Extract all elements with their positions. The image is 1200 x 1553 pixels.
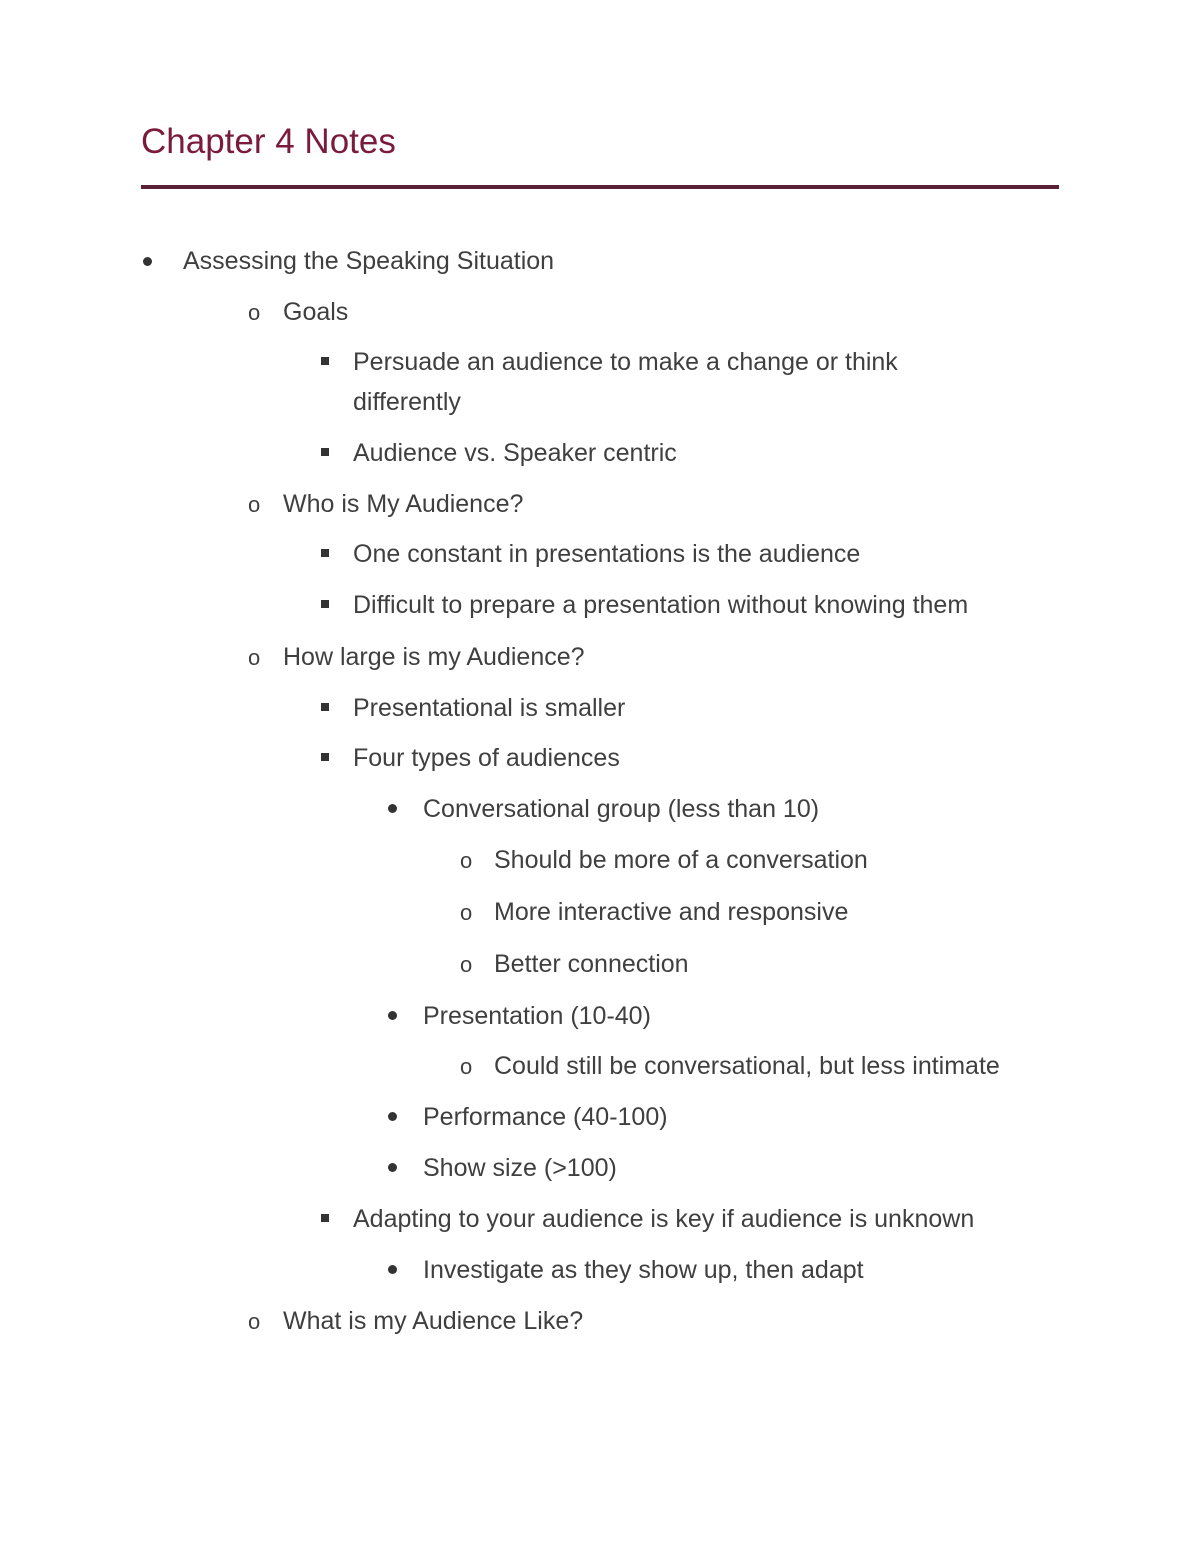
outline-item-investigate: Investigate as they show up, then adapt bbox=[423, 1256, 864, 1284]
bullet-disc-icon bbox=[143, 257, 152, 266]
outline-item-four-types: Four types of audiences bbox=[353, 744, 620, 772]
bullet-circle-icon: o bbox=[460, 900, 473, 925]
outline-item-persuade-cont: differently bbox=[353, 388, 461, 416]
bullet-disc-icon bbox=[388, 804, 397, 813]
outline-item-persuade: Persuade an audience to make a change or think bbox=[353, 348, 898, 376]
bullet-circle-icon: o bbox=[460, 952, 473, 977]
bullet-circle-icon: o bbox=[248, 492, 261, 517]
bullet-square-icon bbox=[321, 448, 329, 456]
outline-item-who: Who is My Audience? bbox=[283, 490, 524, 518]
bullet-circle-icon: o bbox=[248, 300, 261, 325]
bullet-circle-icon: o bbox=[248, 645, 261, 670]
page-title: Chapter 4 Notes bbox=[141, 122, 396, 161]
bullet-square-icon bbox=[321, 600, 329, 608]
bullet-disc-icon bbox=[388, 1011, 397, 1020]
bullet-disc-icon bbox=[388, 1163, 397, 1172]
bullet-square-icon bbox=[321, 549, 329, 557]
bullet-square-icon bbox=[321, 357, 329, 365]
outline-item-better: Better connection bbox=[494, 950, 689, 978]
bullet-square-icon bbox=[321, 1214, 329, 1222]
outline-item-goals: Goals bbox=[283, 298, 349, 326]
outline-item-presentational: Presentational is smaller bbox=[353, 694, 626, 722]
outline-item-how-large: How large is my Audience? bbox=[283, 643, 585, 671]
outline-item-difficult: Difficult to prepare a presentation without knowing them bbox=[353, 591, 969, 619]
outline-item-could-still: Could still be conversational, but less intimate bbox=[494, 1052, 1000, 1080]
outline-item-conversational: Conversational group (less than 10) bbox=[423, 795, 820, 823]
outline-item-adapting: Adapting to your audience is key if audience is unknown bbox=[353, 1205, 975, 1233]
outline-item-performance: Performance (40-100) bbox=[423, 1103, 668, 1131]
title-rule bbox=[141, 185, 1059, 189]
bullet-circle-icon: o bbox=[460, 848, 473, 873]
outline-item-what-like: What is my Audience Like? bbox=[283, 1307, 584, 1335]
outline-item-assessing: Assessing the Speaking Situation bbox=[183, 247, 555, 275]
bullet-disc-icon bbox=[388, 1112, 397, 1121]
bullet-disc-icon bbox=[388, 1265, 397, 1274]
outline-item-centric: Audience vs. Speaker centric bbox=[353, 439, 677, 467]
outline-item-show-size: Show size (>100) bbox=[423, 1154, 617, 1182]
bullet-square-icon bbox=[321, 753, 329, 761]
outline-item-interactive: More interactive and responsive bbox=[494, 898, 849, 926]
outline-item-constant: One constant in presentations is the audience bbox=[353, 540, 861, 568]
bullet-circle-icon: o bbox=[248, 1309, 261, 1334]
outline-item-should-be: Should be more of a conversation bbox=[494, 846, 868, 874]
outline-item-presentation: Presentation (10-40) bbox=[423, 1002, 651, 1030]
bullet-square-icon bbox=[321, 703, 329, 711]
bullet-circle-icon: o bbox=[460, 1054, 473, 1079]
